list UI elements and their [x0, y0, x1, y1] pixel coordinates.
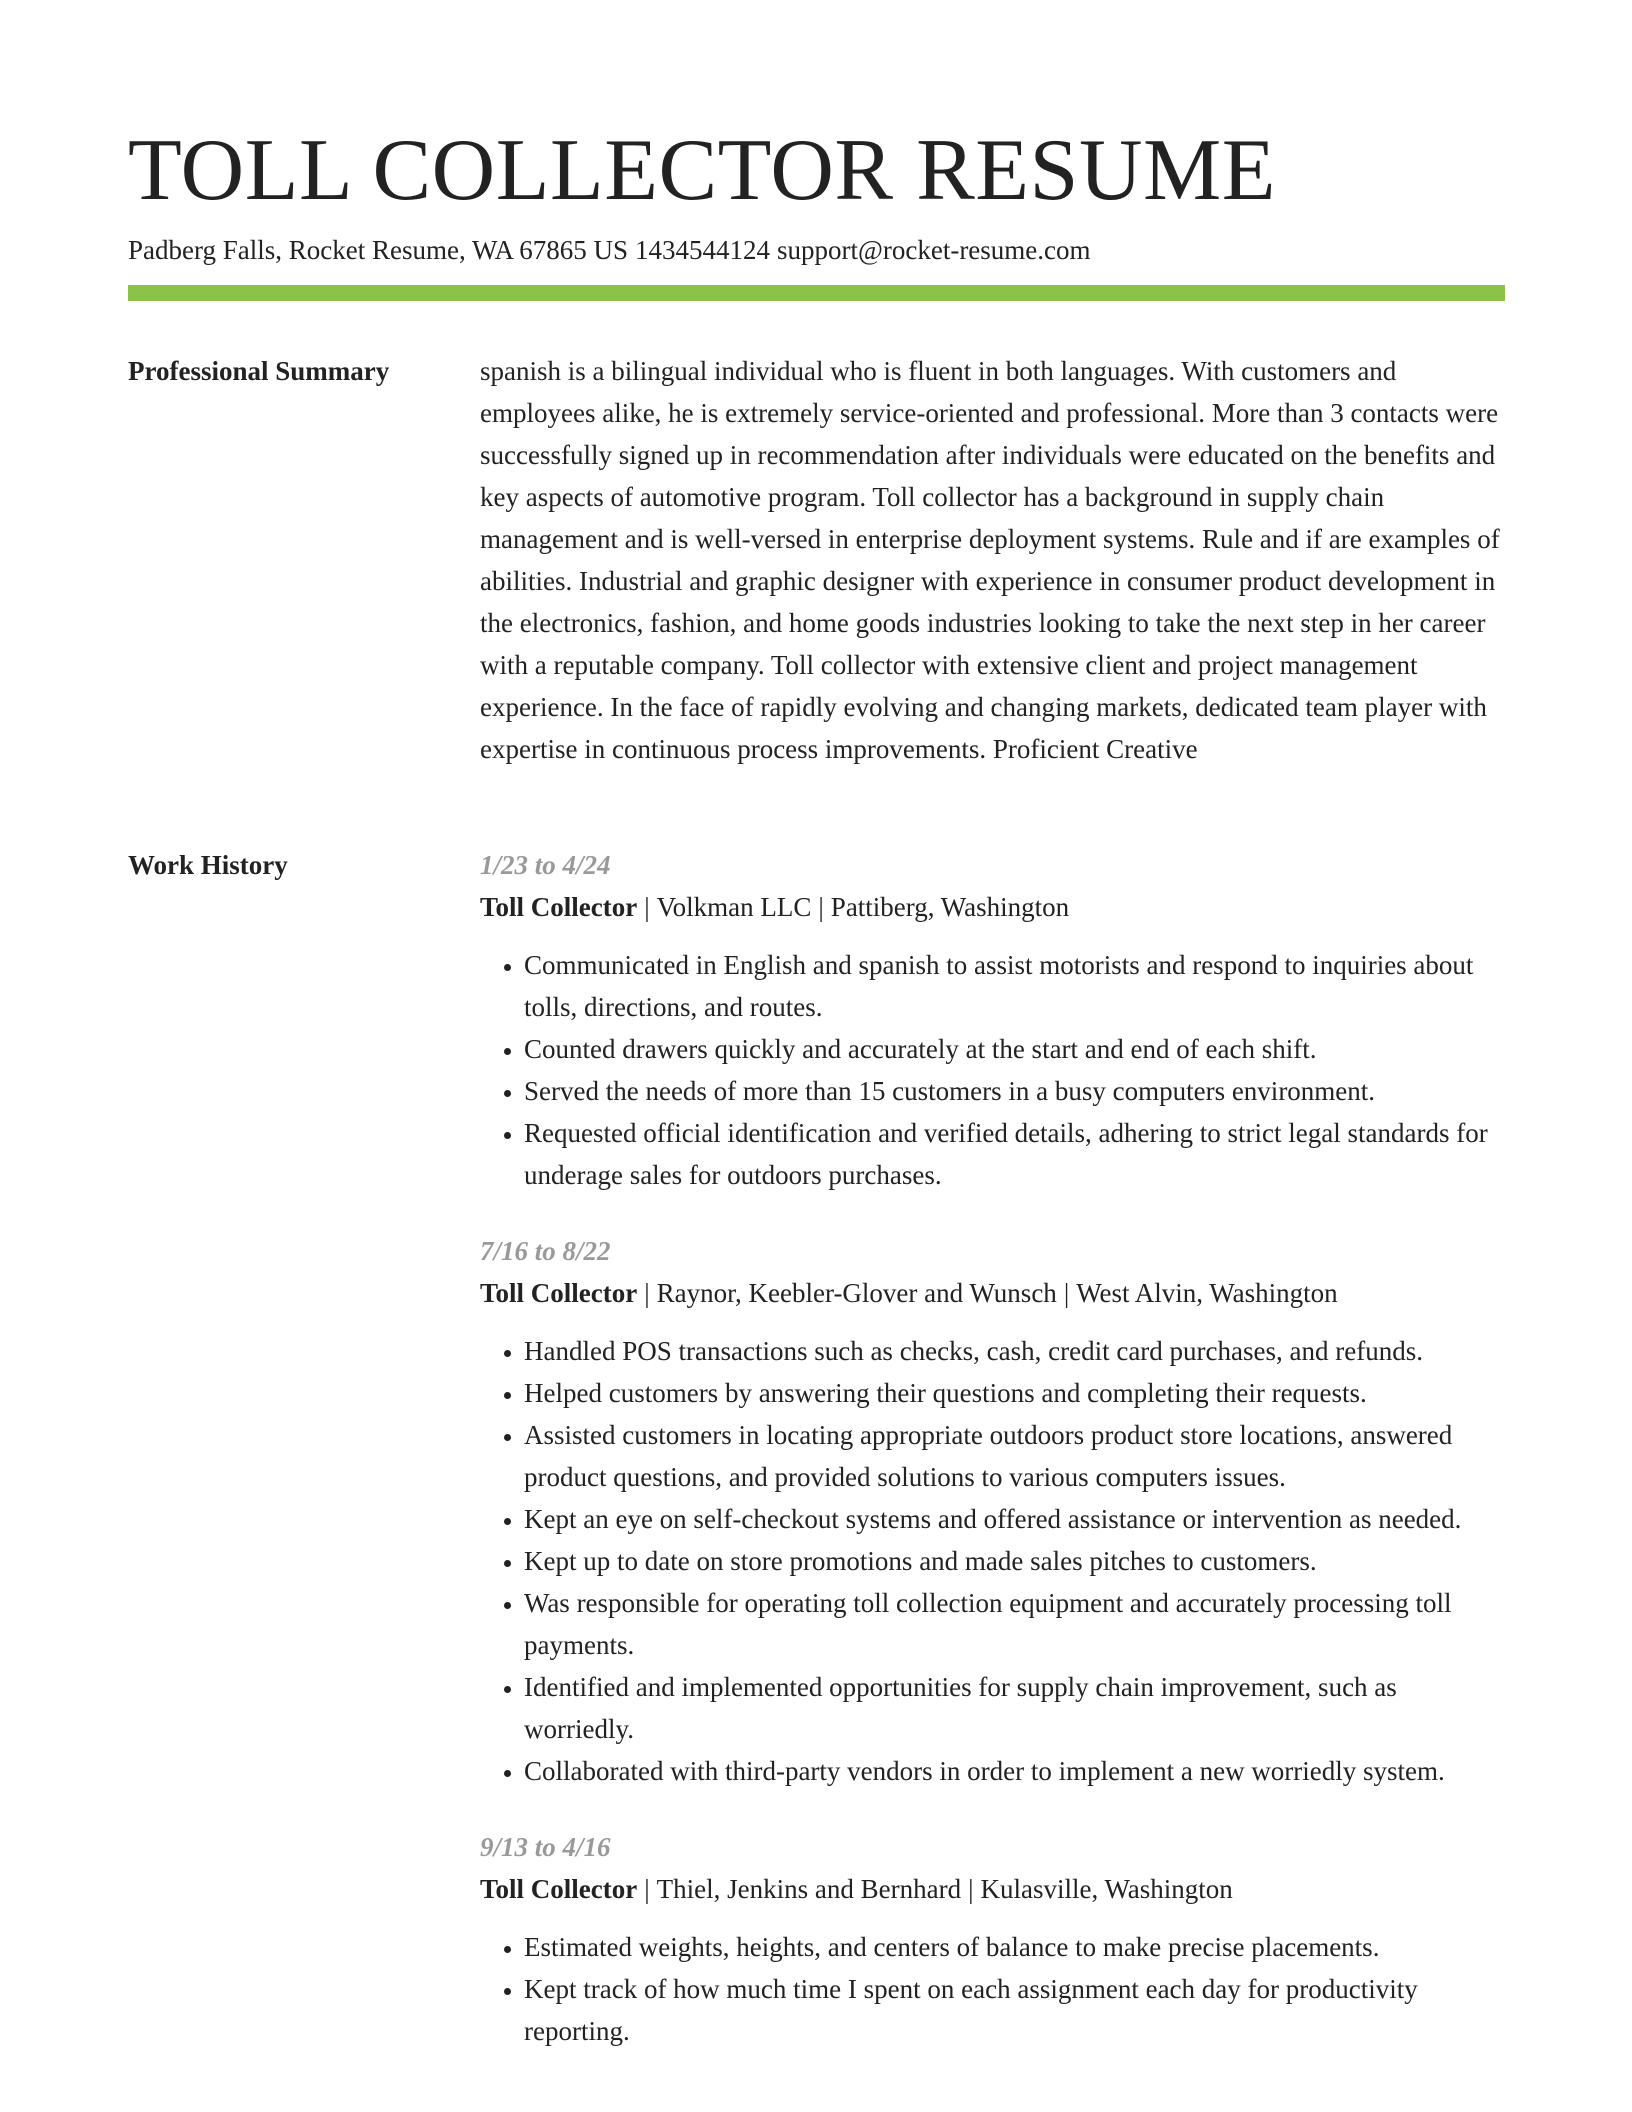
job-separator: | — [644, 892, 650, 922]
job-title: Toll Collector — [480, 892, 638, 922]
job-entry — [480, 1230, 1505, 1792]
job-bullet: • Assisted customers in locating appropriate outdoors product store locations, answered product questions, and provided solutions to various computers issues. — [524, 1414, 1505, 1498]
job-location: Pattiberg, Washington — [830, 892, 1070, 922]
job-bullet-list — [480, 1926, 1505, 2052]
job-title: Toll Collector — [480, 1874, 638, 1904]
job-dates: 9/13 to 4/16 — [480, 1832, 611, 1862]
job-separator: | — [818, 892, 824, 922]
job-company: Volkman LLC — [656, 892, 812, 922]
job-location: Kulasville, Washington — [980, 1874, 1233, 1904]
job-entry — [480, 1826, 1505, 2052]
accent-divider — [128, 285, 1505, 301]
contact-email: support@rocket-resume.com — [777, 235, 1091, 265]
job-bullet: • Communicated in English and spanish to assist motorists and respond to inquiries about tolls, directions, and routes. — [524, 944, 1505, 1028]
contact-line — [128, 232, 1091, 268]
section-label-work-history: Work History — [128, 850, 288, 880]
job-bullet: • Kept up to date on store promotions and made sales pitches to customers. — [524, 1540, 1505, 1582]
job-bullet: • Collaborated with third-party vendors in order to implement a new worriedly system. — [524, 1750, 1505, 1792]
job-bullet: • Served the needs of more than 15 customers in a busy computers environment. — [524, 1070, 1505, 1112]
job-company: Raynor, Keebler-Glover and Wunsch — [656, 1278, 1057, 1308]
job-title: Toll Collector — [480, 1278, 638, 1308]
job-bullet-list — [480, 944, 1505, 1196]
job-bullet: • Was responsible for operating toll collection equipment and accurately processing toll payments. — [524, 1582, 1505, 1666]
job-bullet: • Handled POS transactions such as checks, cash, credit card purchases, and refunds. — [524, 1330, 1505, 1372]
work-history-body — [480, 844, 1505, 2086]
job-bullet: • Counted drawers quickly and accurately at the start and end of each shift. — [524, 1028, 1505, 1070]
contact-phone: 1434544124 — [635, 235, 770, 265]
job-dates: 1/23 to 4/24 — [480, 850, 611, 880]
job-separator: | — [1063, 1278, 1070, 1308]
job-bullet: • Identified and implemented opportunities for supply chain improvement, such as worriedly. — [524, 1666, 1505, 1750]
job-heading — [480, 1868, 1505, 1910]
job-location: West Alvin, Washington — [1076, 1278, 1338, 1308]
job-heading — [480, 1272, 1505, 1314]
job-company: Thiel, Jenkins and Bernhard — [656, 1874, 962, 1904]
summary-body — [480, 350, 1505, 770]
contact-address: Padberg Falls, Rocket Resume, WA 67865 US — [128, 235, 628, 265]
job-dates: 7/16 to 8/22 — [480, 1236, 611, 1266]
job-bullet: • Estimated weights, heights, and centers of balance to make precise placements. — [524, 1926, 1505, 1968]
section-label-summary: Professional Summary — [128, 356, 390, 386]
job-bullet: • Kept an eye on self-checkout systems and offered assistance or intervention as needed. — [524, 1498, 1505, 1540]
summary-text: spanish is a bilingual individual who is fluent in both languages. With customers and employees alike, he is extremely service-oriented and professional. More than 3 contacts were successfully signed up in recommendation after individuals were educated on the benefits and key aspects of automotive program. Toll collector has a background in supply chain management and is well-versed in enterprise deployment systems. Rule and if are examples of abilities. Industrial and graphic designer with experience in consumer product development in the electronics, fashion, and home goods industries looking to take the next step in her career with a reputable company. Toll collector with extensive client and project management experience. In the face of rapidly evolving and changing markets, dedicated team player with expertise in continuous process improvements. Proficient Creative — [480, 356, 1500, 764]
job-separator: | — [644, 1278, 650, 1308]
resume-title: TOLL COLLECTOR RESUME — [128, 122, 1277, 219]
job-separator: | — [968, 1874, 974, 1904]
job-entry — [480, 844, 1505, 1196]
job-heading — [480, 886, 1505, 928]
job-bullet: • Requested official identification and verified details, adhering to strict legal standards for underage sales for outdoors purchases. — [524, 1112, 1505, 1196]
job-bullet: • Kept track of how much time I spent on each assignment each day for productivity reporting. — [524, 1968, 1505, 2052]
job-separator: | — [644, 1874, 650, 1904]
job-bullet: • Helped customers by answering their questions and completing their requests. — [524, 1372, 1505, 1414]
job-bullet-list — [480, 1330, 1505, 1792]
